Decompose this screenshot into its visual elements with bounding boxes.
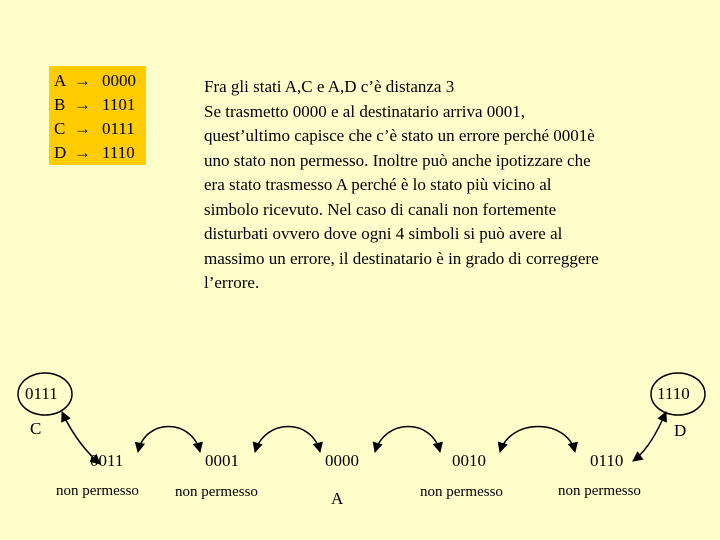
explanation-line: quest’ultimo capisce che c’è stato un errore perché 0001è bbox=[204, 126, 595, 145]
state-d-code: 1110 bbox=[657, 384, 690, 403]
arc-0000-0010 bbox=[375, 427, 440, 453]
state-c-code: 0111 bbox=[25, 384, 58, 403]
arc-0011-0001 bbox=[138, 427, 200, 453]
node-code: 0010 bbox=[452, 451, 486, 470]
node-caption: non permesso bbox=[175, 484, 258, 500]
explanation-line: Se trasmetto 0000 e al destinatario arriva 0001, bbox=[204, 101, 526, 121]
arc-0110-d bbox=[633, 412, 666, 461]
explanation-line: Fra gli stati A,C e A,D c’è distanza 3 bbox=[204, 77, 455, 96]
arc-0001-0000 bbox=[255, 427, 320, 453]
explanation-line: disturbati ovvero dove ogni 4 simboli si può avere al bbox=[204, 224, 563, 243]
node-code: 0110 bbox=[590, 451, 624, 470]
right-arrow-icon: → bbox=[74, 119, 91, 138]
mapping-letter: B bbox=[54, 95, 66, 114]
mapping-letter: D bbox=[54, 143, 67, 162]
explanation-line: massimo un errore, il destinatario è in grado di correggere bbox=[204, 248, 599, 268]
explanation-line: era stato trasmesso A perché è lo stato più vicino al bbox=[204, 175, 552, 194]
state-c-letter: C bbox=[30, 419, 42, 438]
mapping-code: 0111 bbox=[102, 119, 135, 138]
node-caption: A bbox=[331, 489, 344, 508]
node-code: 0000 bbox=[325, 451, 359, 470]
node-caption: non permesso bbox=[420, 484, 503, 500]
mapping-letter: C bbox=[54, 119, 66, 138]
right-arrow-icon: → bbox=[74, 71, 91, 90]
explanation-line: l’errore. bbox=[204, 273, 260, 292]
mapping-letter: A bbox=[54, 71, 67, 90]
mapping-code: 0000 bbox=[102, 71, 136, 90]
explanation-line: uno stato non permesso. Inoltre può anche ipotizzare che bbox=[204, 150, 591, 170]
state-d-letter: D bbox=[674, 421, 687, 440]
right-arrow-icon: → bbox=[74, 143, 91, 162]
node-caption: non permesso bbox=[558, 483, 641, 499]
node-code: 0011 bbox=[90, 451, 124, 470]
arc-0010-0110 bbox=[500, 427, 575, 453]
mapping-code: 1110 bbox=[102, 143, 135, 162]
node-caption: non permesso bbox=[56, 483, 139, 499]
node-code: 0001 bbox=[205, 451, 239, 470]
explanation-line: simbolo ricevuto. Nel caso di canali non fortemente bbox=[204, 199, 557, 219]
right-arrow-icon: → bbox=[74, 95, 91, 114]
mapping-code: 1101 bbox=[102, 95, 136, 114]
